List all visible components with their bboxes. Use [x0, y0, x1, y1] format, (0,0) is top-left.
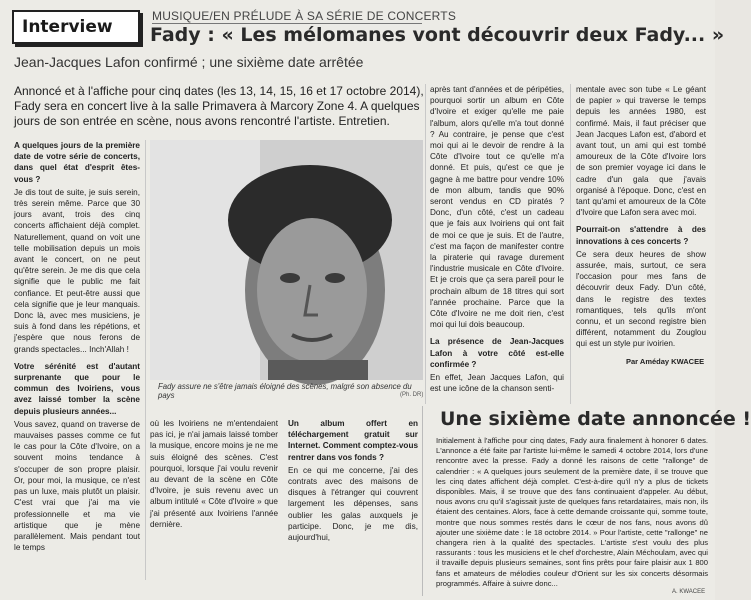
column-2 [150, 418, 278, 578]
question-2: Votre sérénité est d'autant surprenante que pour le commun des Ivoiriens, vous avez laissé tomber la scène depuis plusieurs années... [14, 361, 140, 416]
photo-caption: Fady assure ne s'être jamais éloigné des scènes, malgré son absence du pays [158, 382, 412, 400]
portrait-photo [150, 140, 423, 380]
column-5 [576, 84, 706, 354]
answer-5: Ce sera deux heures de show assurée, mais, surtout, ce sera l'occasion pour mes fans de découvrir deux Fady. D'un côté, dans le registre des textes romantiques, tels qu'ils m'ont connu, et un second registre bien différent, notamment du Zouglou qui est un style pur ivoirien. [576, 249, 706, 349]
sidebar-signature: A. KWACEE [672, 589, 706, 595]
portrait-illustration [150, 140, 423, 380]
lead-paragraph: Annoncé et à l'affiche pour cinq dates (les 13, 14, 15, 16 et 17 octobre 2014), Fady sera en concert live à la salle Primavera à Marcory Zone 4. A quelques jours de son entrée en scène, nous avons rencontré l'artiste. Entretien. [14, 84, 424, 128]
rubric-label-box [12, 10, 140, 44]
question-5: Pourrait-on s'attendre à des innovations à ces concerts ? [576, 225, 706, 246]
question-1: A quelques jours de la première date de votre série de concerts, dans quel état d'esprit êtes-vous ? [14, 141, 140, 184]
column-divider [145, 140, 146, 580]
answer-2: Vous savez, quand on traverse de mauvaises passes comme ce fut le cas pour la Côte d'Ivoire, on a souvent moins tendance à s'occuper de son propre plaisir. Or, pour moi, la musique, ce n'est pas un luxe, mais plutôt un plaisir. C'est vrai que j'ai ma vie professionnelle et ma vie artistique que je mène parallèlement. Mais pendant tout le temps [14, 419, 140, 553]
question-4: La présence de Jean-Jacques Lafon à votre côté est-elle confirmée ? [430, 337, 564, 369]
answer-3: En ce qui me concerne, j'ai des contrats avec des maisons de disques à l'étranger qui couvrent largement les dépenses, sans oublier les galas auxquels je participe. Donc, je me dis, aujourd'hui, [288, 465, 418, 543]
author-signature: Par Améday KWACEE [626, 357, 705, 366]
answer-1: Je dis tout de suite, je suis serein, très serein même. Parce que 30 jours avant, trois des cinq concerts affichaient déjà complet. Naturellement, quand on voit une telle mobilisation depuis un mois avant le concert, on ne peut qu'être serein. Je me dis que cela signifie que le public me fait confiance. Et peut-être aussi que cela signifie que je leur manquais. Donc là, avec mes musiciens, je suis à fond dans les répétions, et j'espère que nous ferons de grands spectacles... Inch'Allah ! [14, 187, 140, 354]
answer-2-continued: où les Ivoiriens ne m'entendaient pas ici, je n'ai jamais laissé tomber la musique, encore moins je ne me suis éloigné des scènes. C'est pourquoi, lorsque j'ai voulu revenir au devant de la scène en Côte d'Ivoire, je suis revenu avec un album intitulé « Côte d'Ivoire » que j'ai présenté aux Ivoiriens l'année dernière. [150, 419, 278, 529]
column-1 [14, 140, 140, 572]
photo-credit: (Ph. DR) [400, 392, 424, 398]
headline: Fady : « Les mélomanes vont découvrir deux Fady... » [150, 24, 725, 46]
answer-4: En effet, Jean Jacques Lafon, qui est une icône de la chanson senti- [430, 373, 564, 394]
column-divider [570, 84, 571, 404]
column-4 [430, 84, 564, 400]
column-3 [288, 418, 418, 578]
deck-subtitle: Jean-Jacques Lafon confirmé ; une sixième date arrêtée [14, 54, 364, 70]
column-divider [425, 84, 426, 404]
kicker: MUSIQUE/EN PRÉLUDE À SA SÉRIE DE CONCERTS [152, 9, 457, 23]
sidebar-body: Initialement à l'affiche pour cinq dates, Fady aura finalement à honorer 6 dates. L'annonce a été faite par l'artiste lui-même le samedi 4 octobre 2014, lors d'une rencontre avec la presse. Fady a donné les raisons de cette "rallonge" de calendrier : « A quelques jours seulement de la première date, il se trouve que les cinq dates affichent déjà complet. C'est-à-dire qu'il n'y a plus de tickets disponibles. Mais, il se trouve que des fans continuaient d'appeler. Au début, nous avons cru qu'il s'agissait juste de quelques fans retardataires, mais non, ils étaient des centaines. Alors, face à cette demande croissante qui, somme toute, montre que nous sommes restés dans le cœur de nos fans, nous avons dû ajouter une sixième date : le 18 octobre 2014. » Pour l'artiste, cette "rallonge" ne changera rien à la qualité des spectacles. L'artiste s'est voulu des plus rassurants : tous les musiciens et le chef d'orchestre, Alain Méchoulam, avec qui il travaille depuis plusieurs semaines, sont fins prêts pour faire plaisir aux 1 800 fans et amateurs de mélodies couleur d'Orient sur les six concerts désormais programmés. Affaire à suivre donc... [436, 436, 708, 588]
question-3: Un album offert en téléchargement gratuit sur Internet. Comment comptez-vous rentrer dans vos fonds ? [288, 419, 418, 462]
rubric-label: Interview [22, 17, 113, 37]
answer-3-continued: après tant d'années et de péripéties, pourquoi sortir un album en Côte d'Ivoire et exiger qu'elle me paie l'album, alors qu'elle m'a tout donné ? Au contraire, je pense que c'est moi qui ai le devoir de rendre à la Côte d'Ivoire tout ce qu'elle m'a donné. Et puis, qu'est ce que je gagne à me battre pour vendre 10% de mon album, tandis que 90% seront vendus en CD piratés ? Donc, d'un côté, c'est un cadeau que je fais aux Ivoiriens qui ont fait de moi ce que je suis. Et de l'autre, c'est ma façon de manifester contre la piraterie qui ravage durement l'industrie musicale en Côte d'Ivoire. Et je crois que ça sera pareil pour le prochain album de 18 titres qui sort l'année prochaine. Parce que la Côte d'Ivoire ne me doit rien, c'est moi qui lui dois beaucoup. [430, 85, 564, 330]
answer-4-continued: mentale avec son tube « Le géant de papier » qui traverse le temps depuis les années 1980, est confirmé. Mais, il faut préciser que Jean Jacques Lafon est, d'abord et avant tout, un ami qui est tombé amoureux de la Côte d'Ivoire lors de son premier voyage ici dans le cadre d'un gala que j'avais organisé à l'époque. Donc, c'est en tant qu'ami et amoureux de la Côte d'Ivoire que Lafon sera avec moi. [576, 85, 706, 218]
sidebar-title: Une sixième date annoncée ! [440, 408, 751, 430]
